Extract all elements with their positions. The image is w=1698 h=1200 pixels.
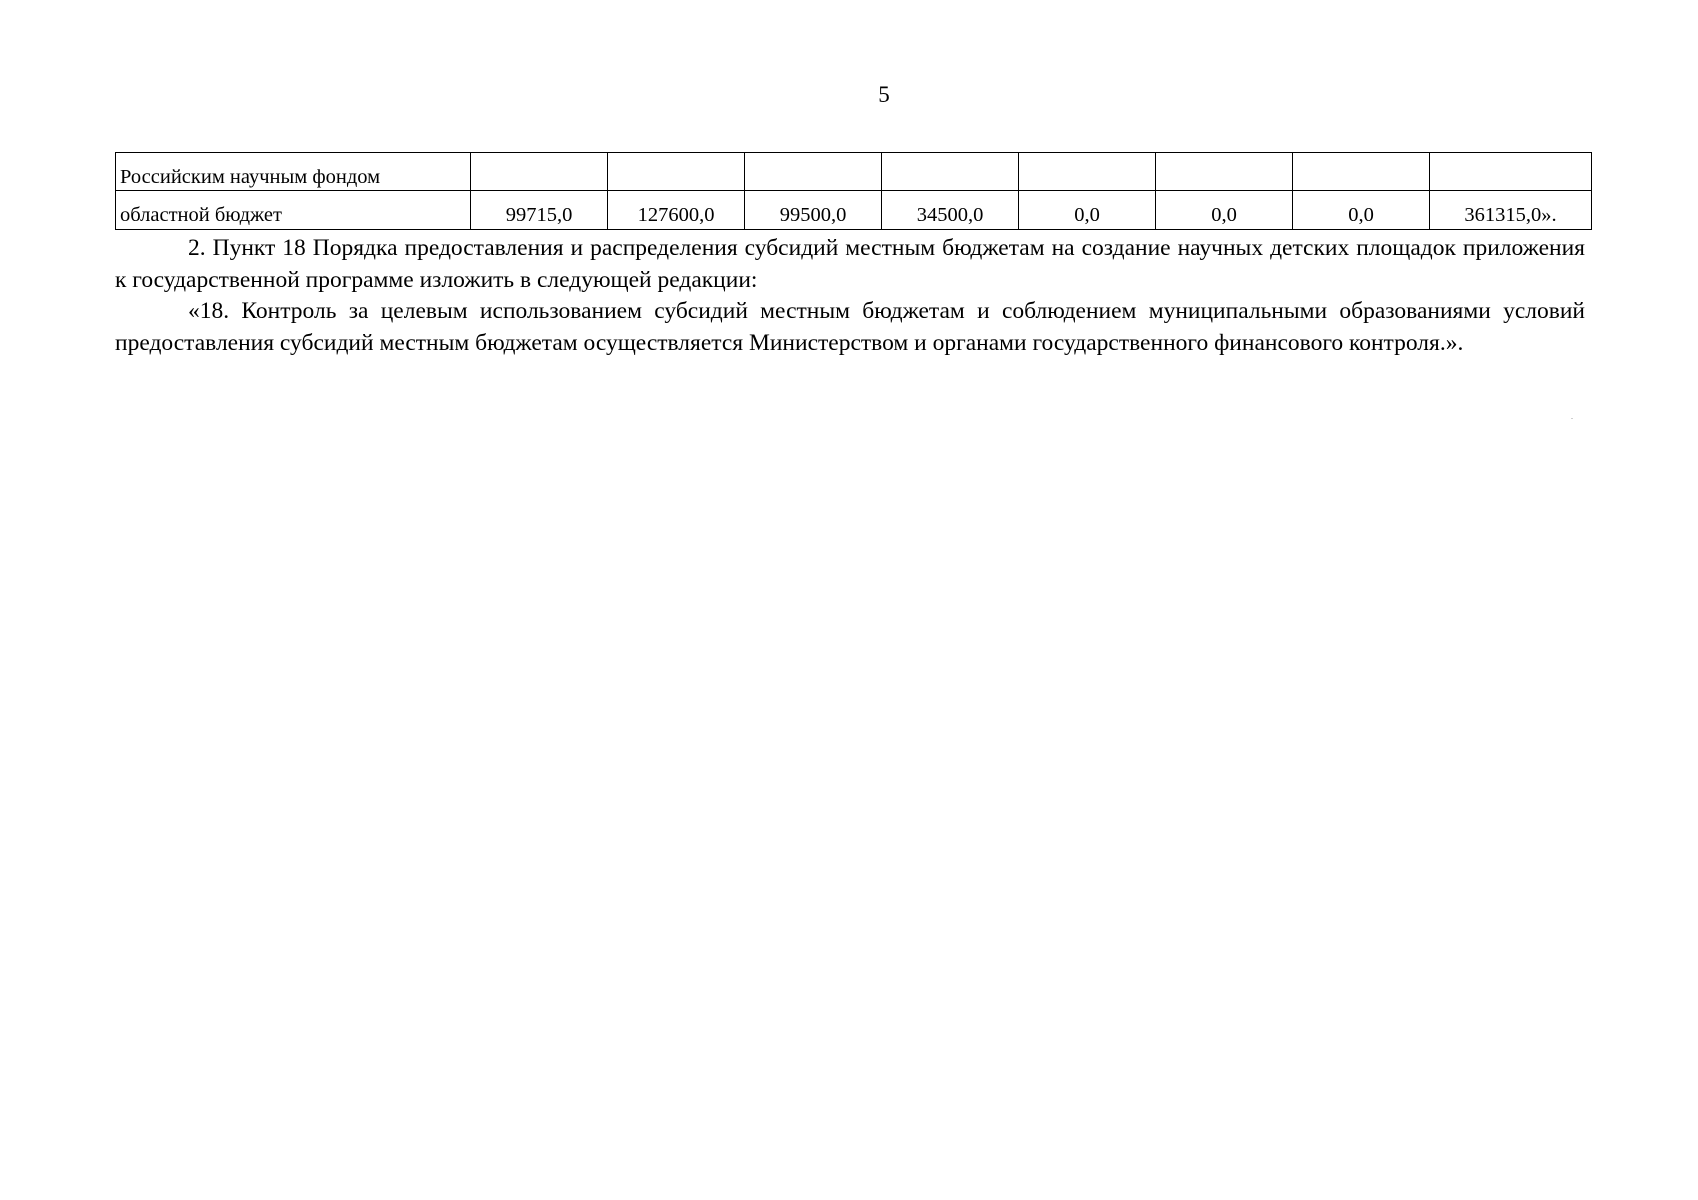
table-cell (1293, 153, 1430, 191)
table-cell: 99500,0 (745, 191, 882, 230)
table-row (116, 191, 1592, 230)
table-cell: 0,0 (1019, 191, 1156, 230)
table-cell (1019, 153, 1156, 191)
budget-table (115, 152, 1592, 230)
page-number: 5 (878, 82, 890, 107)
row-label: Российским научным фондом (116, 153, 471, 191)
table-cell (1430, 153, 1592, 191)
table-cell: 34500,0 (882, 191, 1019, 230)
table-cell: 127600,0 (608, 191, 745, 230)
row-label: областной бюджет (116, 191, 471, 230)
table-cell (882, 153, 1019, 191)
paragraph-quoted-clause (115, 296, 1585, 359)
table-cell (608, 153, 745, 191)
table-cell: 99715,0 (471, 191, 608, 230)
paragraph-text: «18. Контроль за целевым использованием субсидий местным бюджетам и соблюдением муниципальными образованиями условий предоставления субсидий местным бюджетам осуществляется Министерством и органами государственного финансового контроля.». (115, 298, 1585, 356)
paragraph-amendment (115, 233, 1585, 296)
scan-speck (1571, 418, 1573, 419)
table-cell: 0,0 (1293, 191, 1430, 230)
table-cell: 361315,0». (1430, 191, 1592, 230)
table-cell: 0,0 (1156, 191, 1293, 230)
paragraph-text: 2. Пункт 18 Порядка предоставления и распределения субсидий местным бюджетам на создание научных детских площадок приложения к государственной программе изложить в следующей редакции: (115, 235, 1585, 293)
table-row (116, 153, 1592, 191)
table-cell (471, 153, 608, 191)
table-cell (745, 153, 882, 191)
table-cell (1156, 153, 1293, 191)
